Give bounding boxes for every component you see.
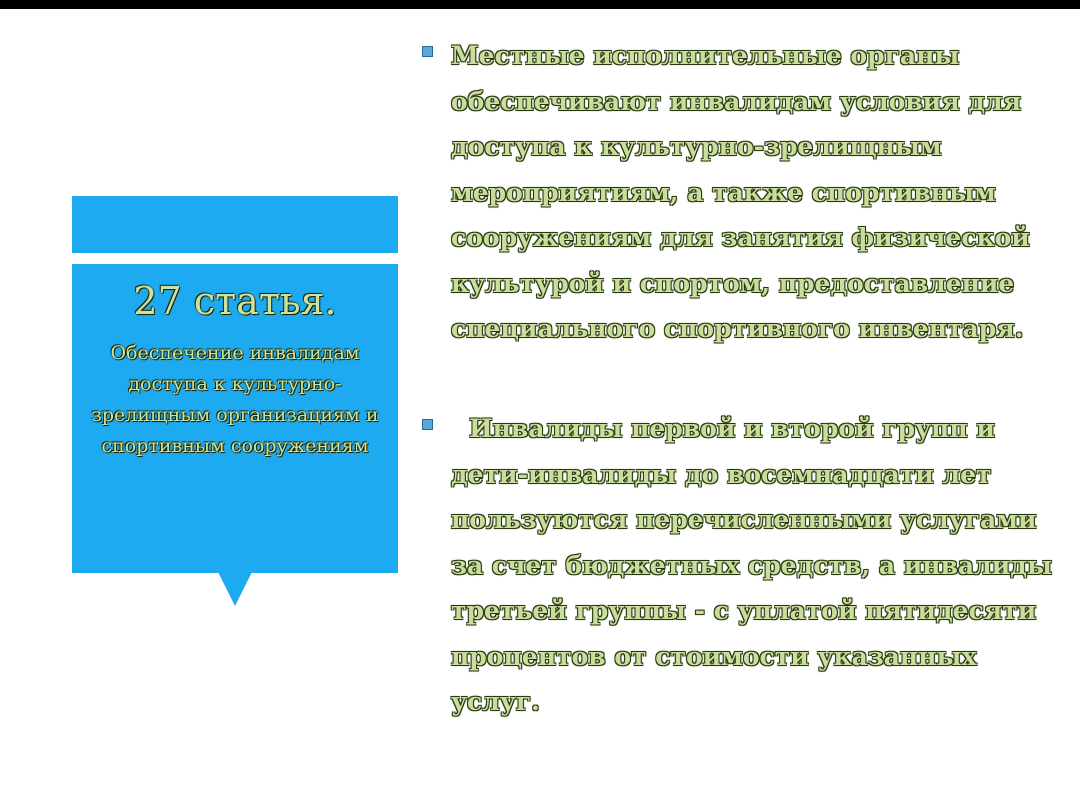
bullet-text: Местные исполнительные органы обеспечивают инвалидам условия для доступа к культурно-зрелищным мероприятиям, а также спортивным сооружениям для занятия физической культурой и спортом, предоставление специального спортивного инвентаря.: [451, 41, 1030, 343]
square-bullet-icon: [422, 46, 433, 57]
callout-header-strip: [72, 196, 398, 253]
article-title: 27 статья.: [133, 279, 337, 323]
article-subtitle: Обеспечение инвалидам доступа к культурно-зрелищным организациям и спортивным сооружениям: [91, 342, 379, 457]
bullet-text: Инвалиды первой и второй групп и дети-инвалиды до восемнадцати лет пользуются перечисленными услугами за счет бюджетных средств, а инвалиды третьей группы - с уплатой пятидесяти процентов от стоимости указанных услуг.: [451, 414, 1053, 716]
top-bar: [0, 0, 1080, 9]
square-bullet-icon: [422, 419, 433, 430]
callout-pointer: [218, 572, 252, 606]
